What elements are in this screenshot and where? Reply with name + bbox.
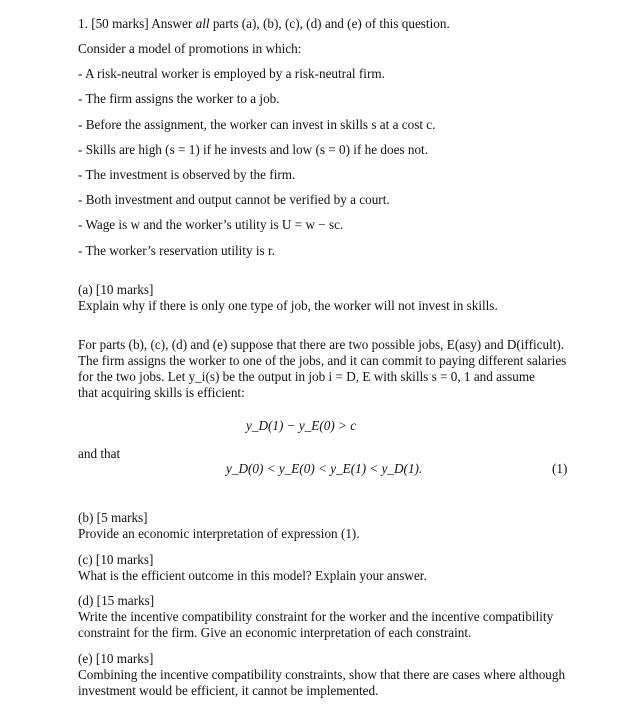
question-marks: [50 marks]	[91, 16, 149, 31]
bullet-item: - Before the assignment, the worker can invest in skills s at a cost c.	[78, 117, 436, 132]
part-d-line: Write the incentive compatibility constraint for the worker and the incentive compatibility	[78, 609, 554, 624]
part-e-line: Combining the incentive compatibility constraints, show that there are cases where although	[78, 667, 566, 682]
efficiency-equation: y_D(1) − y_E(0) > c	[246, 418, 357, 433]
setup-line: For parts (b), (c), (d) and (e) suppose that there are two possible jobs, E(asy) and D(ifficult).	[78, 337, 565, 352]
setup-line: that acquiring skills is efficient:	[78, 385, 245, 400]
intro-text: Consider a model of promotions in which:	[78, 41, 302, 56]
question-instruction-emphasis: all	[195, 16, 210, 31]
part-d-text	[78, 609, 578, 641]
question-number: 1.	[78, 16, 88, 31]
part-e-label: (e) [10 marks]	[78, 651, 154, 666]
bullet-item: - Both investment and output cannot be verified by a court.	[78, 192, 390, 207]
bullet-item: - The investment is observed by the firm.	[78, 167, 296, 182]
setup-line: for the two jobs. Let y_i(s) be the output in job i = D, E with skills s = 0, 1 and assume	[78, 369, 535, 384]
part-b-text: Provide an economic interpretation of expression (1).	[78, 526, 360, 541]
part-a-label: (a) [10 marks]	[78, 282, 154, 297]
ordering-equation: y_D(0) < y_E(0) < y_E(1) < y_D(1).	[226, 461, 423, 476]
bullet-item: - The worker’s reservation utility is r.	[78, 243, 275, 258]
equation-number: (1)	[552, 461, 568, 476]
part-c-label: (c) [10 marks]	[78, 552, 154, 567]
question-heading	[78, 16, 450, 32]
bullet-item: - A risk-neutral worker is employed by a risk-neutral firm.	[78, 66, 385, 81]
bullet-item: - Wage is w and the worker’s utility is U = w − sc.	[78, 217, 344, 232]
bullet-item: - Skills are high (s = 1) if he invests and low (s = 0) if he does not.	[78, 142, 429, 157]
question-instruction-before: Answer	[151, 16, 193, 31]
part-b-label: (b) [5 marks]	[78, 510, 148, 525]
part-e-line: investment would be efficient, it cannot be implemented.	[78, 683, 379, 698]
part-e-text	[78, 667, 578, 699]
bullet-item: - The firm assigns the worker to a job.	[78, 91, 280, 106]
part-d-label: (d) [15 marks]	[78, 593, 155, 608]
part-d-line: constraint for the firm. Give an economic interpretation of each constraint.	[78, 625, 472, 640]
setup-line: The firm assigns the worker to one of the jobs, and it can commit to paying different salaries	[78, 353, 567, 368]
question-instruction-after: parts (a), (b), (c), (d) and (e) of this question.	[212, 16, 450, 31]
part-a-text: Explain why if there is only one type of job, the worker will not invest in skills.	[78, 298, 498, 313]
setup-paragraph	[78, 337, 578, 401]
and-that-text: and that	[78, 446, 121, 461]
part-c-text: What is the efficient outcome in this model? Explain your answer.	[78, 568, 427, 583]
